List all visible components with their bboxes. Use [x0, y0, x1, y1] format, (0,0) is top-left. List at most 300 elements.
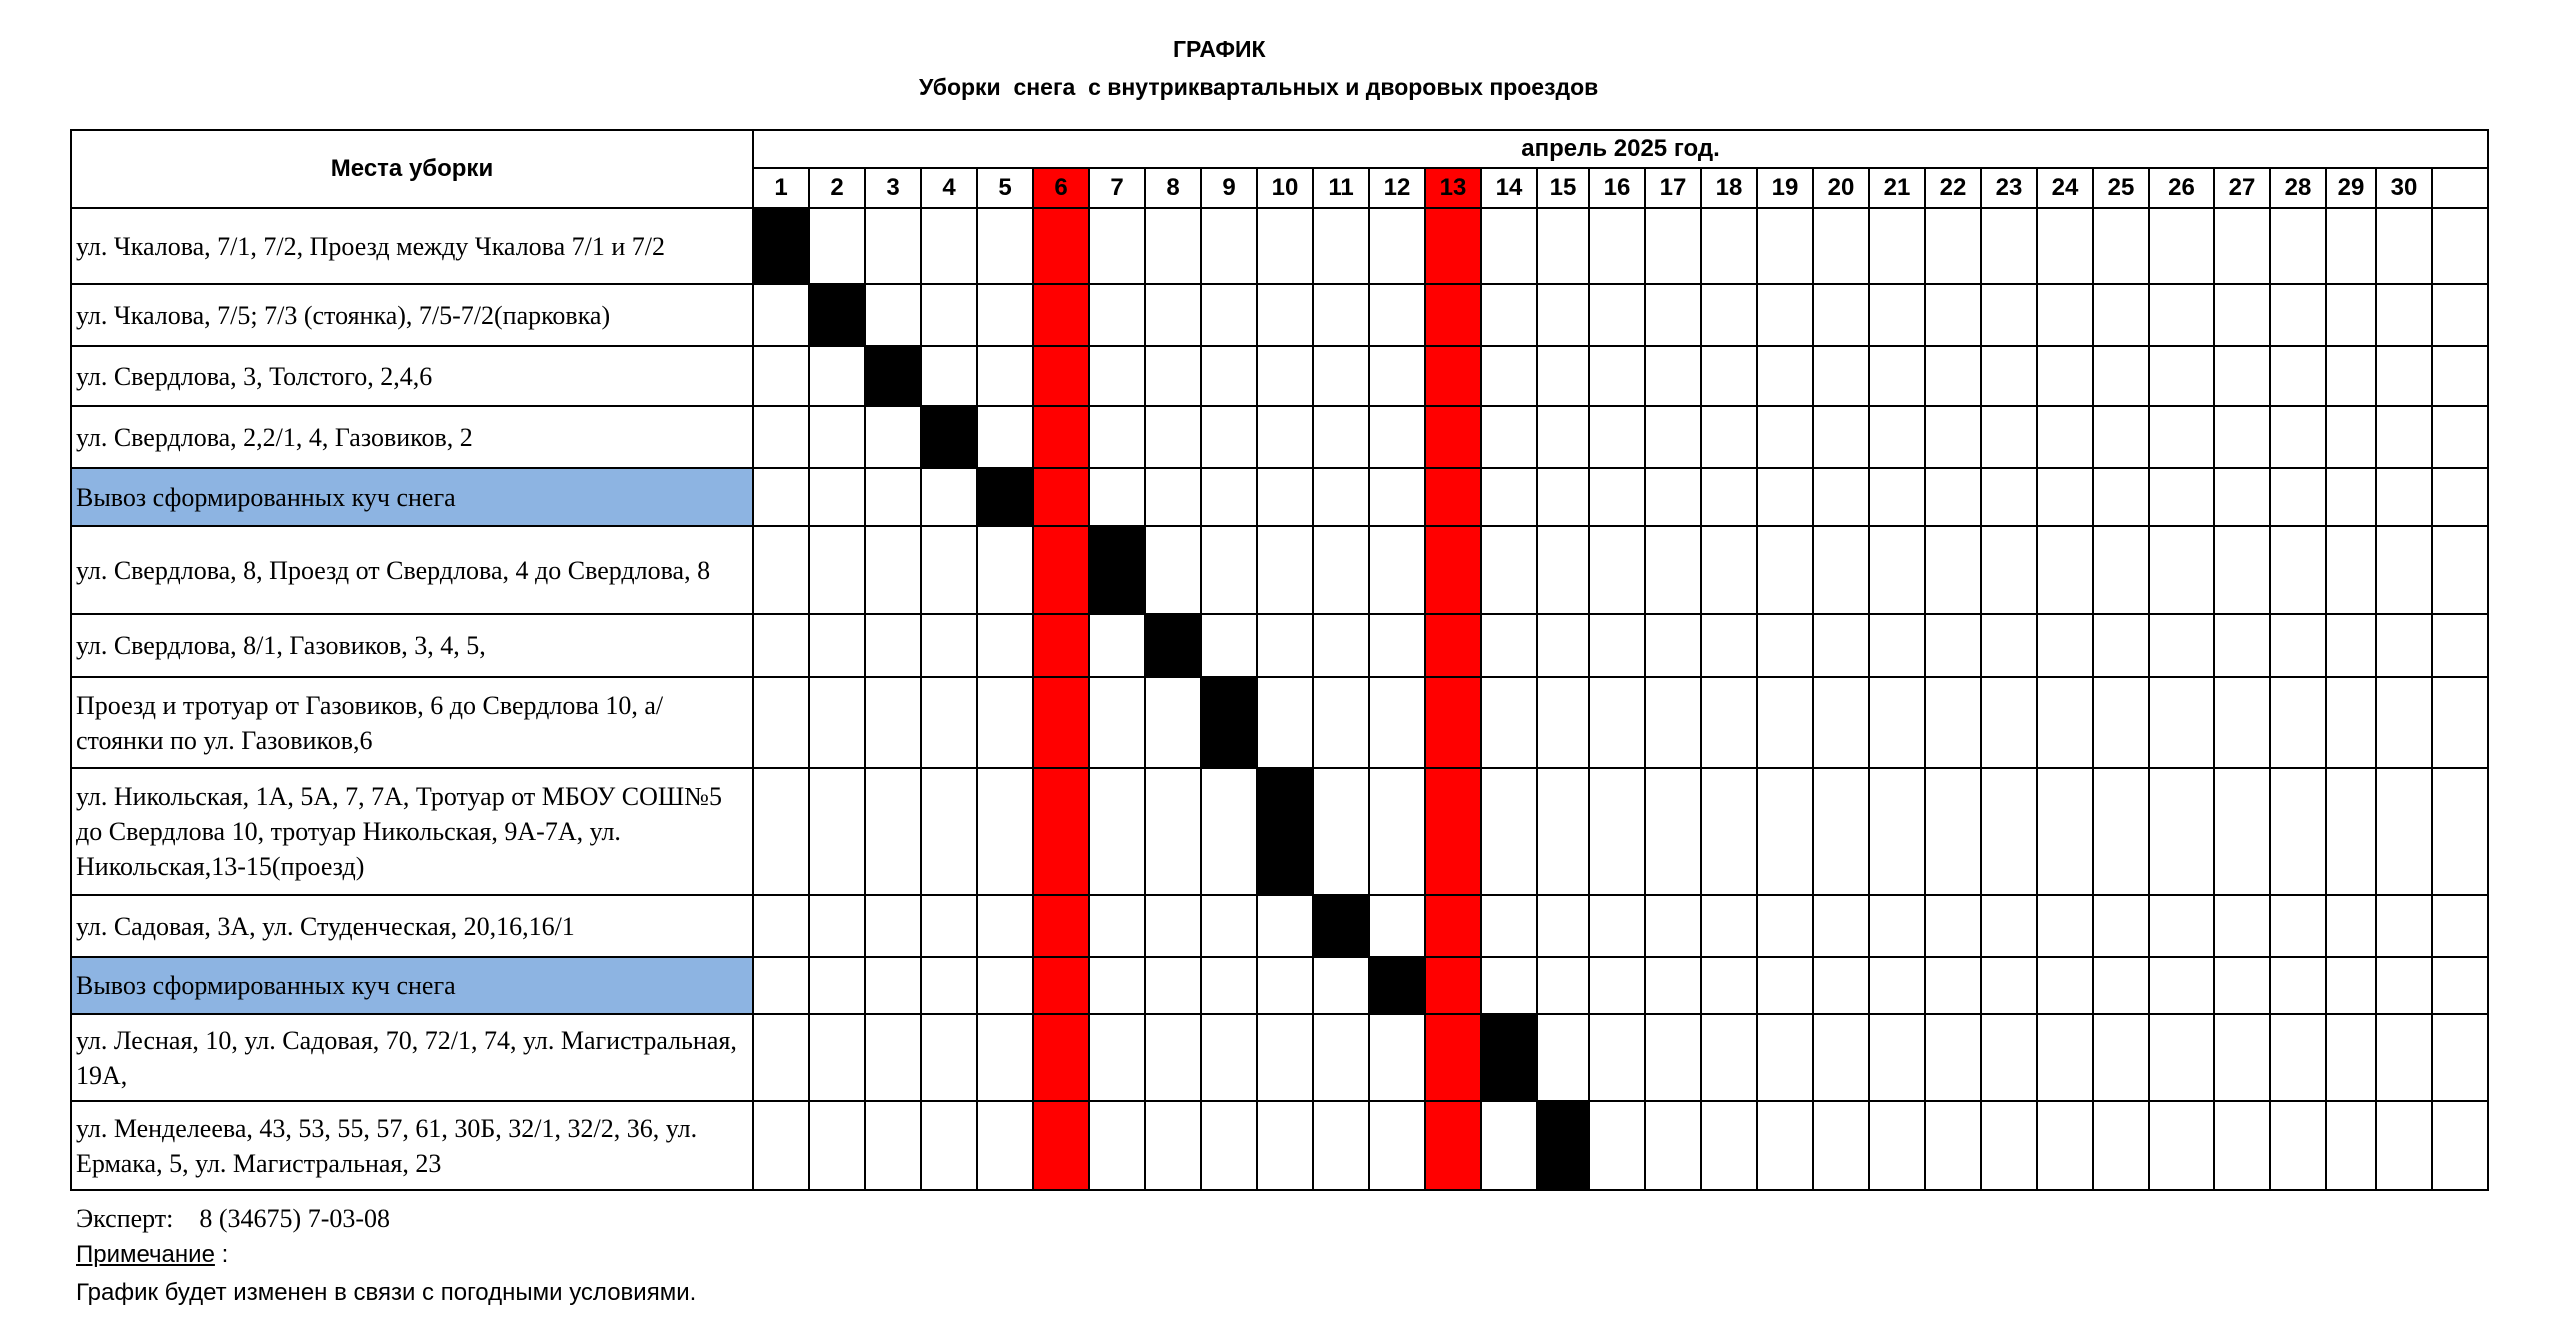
- day-header: 16: [1589, 168, 1645, 208]
- day-cell: [2326, 406, 2376, 468]
- scheduled-day-cell: [809, 284, 865, 346]
- day-cell: [1813, 957, 1869, 1014]
- day-cell: [2214, 406, 2270, 468]
- day-cell: [1313, 208, 1369, 284]
- day-cell: [1925, 957, 1981, 1014]
- day-cell: [1757, 208, 1813, 284]
- day-cell: [809, 1014, 865, 1101]
- day-cell: [2326, 1101, 2376, 1190]
- day-cell: [1257, 468, 1313, 526]
- day-cell: [1537, 895, 1589, 957]
- day-cell: [1757, 957, 1813, 1014]
- day-cell: [2093, 208, 2149, 284]
- day-cell: [1369, 895, 1425, 957]
- day-cell: [2432, 614, 2488, 677]
- day-cell: [1981, 346, 2037, 406]
- day-cell: [1537, 768, 1589, 895]
- scheduled-day-cell: [1201, 677, 1257, 768]
- day-cell: [2149, 1014, 2214, 1101]
- day-cell: [1369, 1101, 1425, 1190]
- day-cell: [1481, 895, 1537, 957]
- day-cell: [809, 768, 865, 895]
- day-cell: [2214, 346, 2270, 406]
- day-cell: [1313, 1101, 1369, 1190]
- day-cell: [1589, 208, 1645, 284]
- day-cell: [2376, 208, 2432, 284]
- day-cell: [865, 1101, 921, 1190]
- day-cell: [1145, 406, 1201, 468]
- day-cell: [1145, 468, 1201, 526]
- day-cell: [1925, 768, 1981, 895]
- holiday-cell: [1425, 895, 1481, 957]
- day-cell: [1869, 614, 1925, 677]
- day-cell: [1313, 614, 1369, 677]
- day-cell: [1813, 406, 1869, 468]
- day-cell: [1757, 895, 1813, 957]
- day-cell: [1145, 1101, 1201, 1190]
- day-cell: [2037, 346, 2093, 406]
- day-cell: [1925, 526, 1981, 614]
- day-cell: [921, 614, 977, 677]
- day-cell: [1757, 1014, 1813, 1101]
- day-cell: [2326, 346, 2376, 406]
- day-cell: [2326, 957, 2376, 1014]
- day-cell: [2432, 1014, 2488, 1101]
- holiday-cell: [1425, 346, 1481, 406]
- note-heading: [76, 1241, 228, 1269]
- day-cell: [2037, 768, 2093, 895]
- day-cell: [753, 284, 809, 346]
- day-cell: [977, 677, 1033, 768]
- day-cell: [1925, 895, 1981, 957]
- day-cell: [1145, 526, 1201, 614]
- day-cell: [2376, 1014, 2432, 1101]
- day-cell: [1981, 526, 2037, 614]
- location-cell: Вывоз сформированных куч снега: [71, 468, 753, 526]
- day-cell: [1369, 346, 1425, 406]
- day-cell: [753, 1014, 809, 1101]
- day-cell: [1589, 614, 1645, 677]
- day-cell: [1981, 677, 2037, 768]
- day-header: 2: [809, 168, 865, 208]
- day-cell: [1757, 468, 1813, 526]
- day-cell: [1481, 1101, 1537, 1190]
- day-cell: [2093, 284, 2149, 346]
- day-cell: [1981, 468, 2037, 526]
- day-cell: [1537, 406, 1589, 468]
- day-cell: [865, 1014, 921, 1101]
- day-header: 15: [1537, 168, 1589, 208]
- day-cell: [1257, 406, 1313, 468]
- location-cell: ул. Свердлова, 3, Толстого, 2,4,6: [71, 346, 753, 406]
- location-cell: Проезд и тротуар от Газовиков, 6 до Свердлова 10, а/стоянки по ул. Газовиков,6: [71, 677, 753, 768]
- day-cell: [809, 1101, 865, 1190]
- day-cell: [1869, 1014, 1925, 1101]
- note-label: Примечание: [76, 1241, 215, 1268]
- day-cell: [1981, 614, 2037, 677]
- day-cell: [865, 468, 921, 526]
- day-cell: [1701, 526, 1757, 614]
- day-cell: [1757, 526, 1813, 614]
- day-cell: [2149, 468, 2214, 526]
- day-cell: [1645, 284, 1701, 346]
- day-cell: [1201, 406, 1257, 468]
- day-cell: [1481, 614, 1537, 677]
- day-cell: [2037, 526, 2093, 614]
- day-cell: [1313, 957, 1369, 1014]
- day-cell: [2037, 1014, 2093, 1101]
- day-cell: [753, 346, 809, 406]
- day-header: 13: [1425, 168, 1481, 208]
- day-cell: [809, 957, 865, 1014]
- day-cell: [1369, 526, 1425, 614]
- day-header-empty: [2432, 168, 2488, 208]
- day-cell: [1369, 208, 1425, 284]
- day-cell: [1645, 468, 1701, 526]
- day-cell: [2376, 346, 2432, 406]
- day-cell: [1481, 284, 1537, 346]
- day-header: 29: [2326, 168, 2376, 208]
- day-cell: [2270, 468, 2326, 526]
- day-cell: [1701, 284, 1757, 346]
- note-suffix: :: [214, 1241, 229, 1268]
- day-cell: [2376, 895, 2432, 957]
- day-cell: [1813, 677, 1869, 768]
- holiday-cell: [1033, 468, 1089, 526]
- day-cell: [2432, 677, 2488, 768]
- schedule-row: [71, 468, 2488, 526]
- day-header: 11: [1313, 168, 1369, 208]
- day-cell: [1645, 1101, 1701, 1190]
- day-cell: [1369, 1014, 1425, 1101]
- day-cell: [2326, 208, 2376, 284]
- day-cell: [977, 768, 1033, 895]
- day-cell: [865, 526, 921, 614]
- holiday-cell: [1425, 468, 1481, 526]
- day-header: 4: [921, 168, 977, 208]
- day-cell: [1813, 284, 1869, 346]
- day-cell: [2214, 614, 2270, 677]
- day-cell: [1813, 614, 1869, 677]
- day-cell: [2214, 1014, 2270, 1101]
- day-cell: [2432, 208, 2488, 284]
- location-cell: ул. Свердлова, 2,2/1, 4, Газовиков, 2: [71, 406, 753, 468]
- day-cell: [1925, 468, 1981, 526]
- day-cell: [2149, 284, 2214, 346]
- day-cell: [2326, 677, 2376, 768]
- day-cell: [1981, 957, 2037, 1014]
- day-cell: [1481, 468, 1537, 526]
- scheduled-day-cell: [865, 346, 921, 406]
- day-header: 5: [977, 168, 1033, 208]
- day-cell: [2214, 526, 2270, 614]
- day-cell: [2149, 346, 2214, 406]
- day-cell: [1701, 468, 1757, 526]
- day-cell: [2093, 768, 2149, 895]
- day-cell: [1089, 284, 1145, 346]
- day-cell: [2376, 768, 2432, 895]
- day-cell: [1537, 346, 1589, 406]
- day-cell: [1701, 1101, 1757, 1190]
- day-cell: [1869, 208, 1925, 284]
- holiday-cell: [1033, 957, 1089, 1014]
- day-cell: [1369, 677, 1425, 768]
- day-cell: [1869, 895, 1925, 957]
- day-cell: [921, 346, 977, 406]
- day-cell: [753, 677, 809, 768]
- day-cell: [1925, 406, 1981, 468]
- day-cell: [1369, 284, 1425, 346]
- day-cell: [865, 677, 921, 768]
- day-cell: [1589, 768, 1645, 895]
- day-cell: [1201, 614, 1257, 677]
- day-cell: [2432, 284, 2488, 346]
- day-cell: [753, 614, 809, 677]
- day-cell: [1257, 677, 1313, 768]
- day-cell: [1925, 208, 1981, 284]
- day-cell: [2432, 406, 2488, 468]
- day-cell: [1369, 406, 1425, 468]
- day-cell: [1089, 957, 1145, 1014]
- day-cell: [809, 346, 865, 406]
- day-cell: [1089, 768, 1145, 895]
- day-cell: [1257, 1014, 1313, 1101]
- day-cell: [865, 406, 921, 468]
- day-header: 30: [2376, 168, 2432, 208]
- scheduled-day-cell: [921, 406, 977, 468]
- holiday-cell: [1425, 1014, 1481, 1101]
- day-cell: [2214, 677, 2270, 768]
- day-cell: [1257, 284, 1313, 346]
- holiday-cell: [1425, 284, 1481, 346]
- day-cell: [977, 1101, 1033, 1190]
- day-cell: [2149, 1101, 2214, 1190]
- schedule-row: [71, 677, 2488, 768]
- day-cell: [2376, 406, 2432, 468]
- day-cell: [2326, 1014, 2376, 1101]
- day-cell: [865, 957, 921, 1014]
- holiday-cell: [1033, 526, 1089, 614]
- scheduled-day-cell: [1257, 768, 1313, 895]
- day-cell: [1813, 768, 1869, 895]
- day-cell: [1201, 526, 1257, 614]
- day-cell: [1925, 284, 1981, 346]
- day-cell: [1537, 1014, 1589, 1101]
- day-cell: [1537, 468, 1589, 526]
- location-cell: ул. Лесная, 10, ул. Садовая, 70, 72/1, 74, ул. Магистральная, 19А,: [71, 1014, 753, 1101]
- day-cell: [2432, 957, 2488, 1014]
- day-cell: [2376, 284, 2432, 346]
- day-cell: [1701, 895, 1757, 957]
- day-header: 12: [1369, 168, 1425, 208]
- day-cell: [921, 768, 977, 895]
- day-cell: [1645, 768, 1701, 895]
- day-cell: [1981, 406, 2037, 468]
- day-cell: [1313, 468, 1369, 526]
- day-cell: [2149, 677, 2214, 768]
- day-cell: [1757, 614, 1813, 677]
- day-cell: [2149, 895, 2214, 957]
- day-cell: [865, 768, 921, 895]
- day-cell: [921, 677, 977, 768]
- day-header: 10: [1257, 168, 1313, 208]
- day-cell: [2093, 957, 2149, 1014]
- day-cell: [753, 406, 809, 468]
- holiday-cell: [1425, 406, 1481, 468]
- day-cell: [1369, 468, 1425, 526]
- day-cell: [2376, 614, 2432, 677]
- day-cell: [921, 957, 977, 1014]
- page-title: ГРАФИК: [1173, 36, 1266, 62]
- day-cell: [2149, 614, 2214, 677]
- location-cell: ул. Менделеева, 43, 53, 55, 57, 61, 30Б, 32/1, 32/2, 36, ул. Ермака, 5, ул. Магистральная, 23: [71, 1101, 753, 1190]
- day-cell: [1757, 284, 1813, 346]
- day-header: 3: [865, 168, 921, 208]
- day-cell: [2326, 614, 2376, 677]
- day-cell: [2149, 208, 2214, 284]
- day-cell: [1869, 768, 1925, 895]
- day-cell: [753, 526, 809, 614]
- day-cell: [921, 895, 977, 957]
- day-cell: [2326, 284, 2376, 346]
- day-cell: [977, 895, 1033, 957]
- holiday-cell: [1425, 614, 1481, 677]
- day-cell: [2093, 406, 2149, 468]
- day-cell: [977, 208, 1033, 284]
- day-cell: [1089, 1014, 1145, 1101]
- day-cell: [2376, 468, 2432, 526]
- day-cell: [977, 406, 1033, 468]
- day-cell: [1313, 406, 1369, 468]
- schedule-row: [71, 406, 2488, 468]
- day-header: 20: [1813, 168, 1869, 208]
- schedule-row: [71, 768, 2488, 895]
- day-cell: [1257, 614, 1313, 677]
- location-cell: ул. Садовая, 3А, ул. Студенческая, 20,16,16/1: [71, 895, 753, 957]
- day-cell: [809, 677, 865, 768]
- day-cell: [1313, 1014, 1369, 1101]
- day-cell: [2149, 406, 2214, 468]
- day-cell: [1589, 406, 1645, 468]
- day-cell: [865, 208, 921, 284]
- day-cell: [2270, 895, 2326, 957]
- day-cell: [2432, 1101, 2488, 1190]
- day-cell: [1645, 346, 1701, 406]
- day-cell: [1645, 957, 1701, 1014]
- day-cell: [809, 406, 865, 468]
- day-cell: [1757, 677, 1813, 768]
- day-cell: [1481, 957, 1537, 1014]
- day-cell: [865, 614, 921, 677]
- day-cell: [2270, 1101, 2326, 1190]
- day-cell: [1369, 768, 1425, 895]
- schedule-row: [71, 526, 2488, 614]
- day-cell: [1201, 284, 1257, 346]
- day-cell: [1869, 406, 1925, 468]
- expert-contact: Эксперт: 8 (34675) 7-03-08: [76, 1204, 391, 1233]
- day-cell: [1257, 1101, 1313, 1190]
- day-cell: [2214, 208, 2270, 284]
- day-cell: [1869, 957, 1925, 1014]
- scheduled-day-cell: [1537, 1101, 1589, 1190]
- day-cell: [2270, 346, 2326, 406]
- day-cell: [1257, 346, 1313, 406]
- day-cell: [2326, 526, 2376, 614]
- day-cell: [1481, 677, 1537, 768]
- day-cell: [1813, 346, 1869, 406]
- day-cell: [1257, 526, 1313, 614]
- day-cell: [921, 284, 977, 346]
- day-cell: [1589, 1014, 1645, 1101]
- day-cell: [1701, 768, 1757, 895]
- day-header: 22: [1925, 168, 1981, 208]
- day-cell: [1757, 768, 1813, 895]
- scheduled-day-cell: [977, 468, 1033, 526]
- day-cell: [1201, 895, 1257, 957]
- day-cell: [809, 895, 865, 957]
- day-cell: [753, 957, 809, 1014]
- day-cell: [2432, 895, 2488, 957]
- day-cell: [2037, 468, 2093, 526]
- day-cell: [2149, 526, 2214, 614]
- day-cell: [977, 957, 1033, 1014]
- day-cell: [1089, 1101, 1145, 1190]
- day-cell: [1701, 1014, 1757, 1101]
- day-cell: [1145, 768, 1201, 895]
- holiday-cell: [1033, 614, 1089, 677]
- day-cell: [2270, 406, 2326, 468]
- day-cell: [2432, 346, 2488, 406]
- day-cell: [977, 526, 1033, 614]
- day-cell: [2376, 677, 2432, 768]
- day-header: 14: [1481, 168, 1537, 208]
- holiday-cell: [1425, 526, 1481, 614]
- day-cell: [1645, 208, 1701, 284]
- day-header: 24: [2037, 168, 2093, 208]
- holiday-cell: [1033, 895, 1089, 957]
- day-cell: [1089, 208, 1145, 284]
- day-cell: [1257, 957, 1313, 1014]
- location-cell: ул. Никольская, 1А, 5А, 7, 7А, Тротуар от МБОУ СОШ№5 до Свердлова 10, тротуар Никольская, 9А-7А, ул. Никольская,13-15(проезд): [71, 768, 753, 895]
- day-cell: [2037, 406, 2093, 468]
- day-cell: [1537, 208, 1589, 284]
- day-cell: [1645, 677, 1701, 768]
- day-cell: [2214, 1101, 2270, 1190]
- holiday-cell: [1033, 1014, 1089, 1101]
- day-cell: [1201, 1101, 1257, 1190]
- day-cell: [1145, 346, 1201, 406]
- day-cell: [1701, 677, 1757, 768]
- holiday-cell: [1033, 208, 1089, 284]
- day-cell: [977, 614, 1033, 677]
- day-cell: [1145, 284, 1201, 346]
- day-cell: [1701, 957, 1757, 1014]
- day-cell: [1813, 1014, 1869, 1101]
- day-cell: [2270, 957, 2326, 1014]
- schedule-row: [71, 284, 2488, 346]
- day-cell: [1145, 957, 1201, 1014]
- day-cell: [1981, 284, 2037, 346]
- day-cell: [753, 768, 809, 895]
- day-cell: [2270, 677, 2326, 768]
- day-cell: [1589, 346, 1645, 406]
- note-text: График будет изменен в связи с погодными условиями.: [76, 1279, 697, 1306]
- day-cell: [1589, 957, 1645, 1014]
- day-cell: [2093, 677, 2149, 768]
- page-subtitle: Уборки снега с внутриквартальных и дворовых проездов: [919, 74, 1599, 100]
- schedule-row: [71, 895, 2488, 957]
- day-cell: [2093, 1014, 2149, 1101]
